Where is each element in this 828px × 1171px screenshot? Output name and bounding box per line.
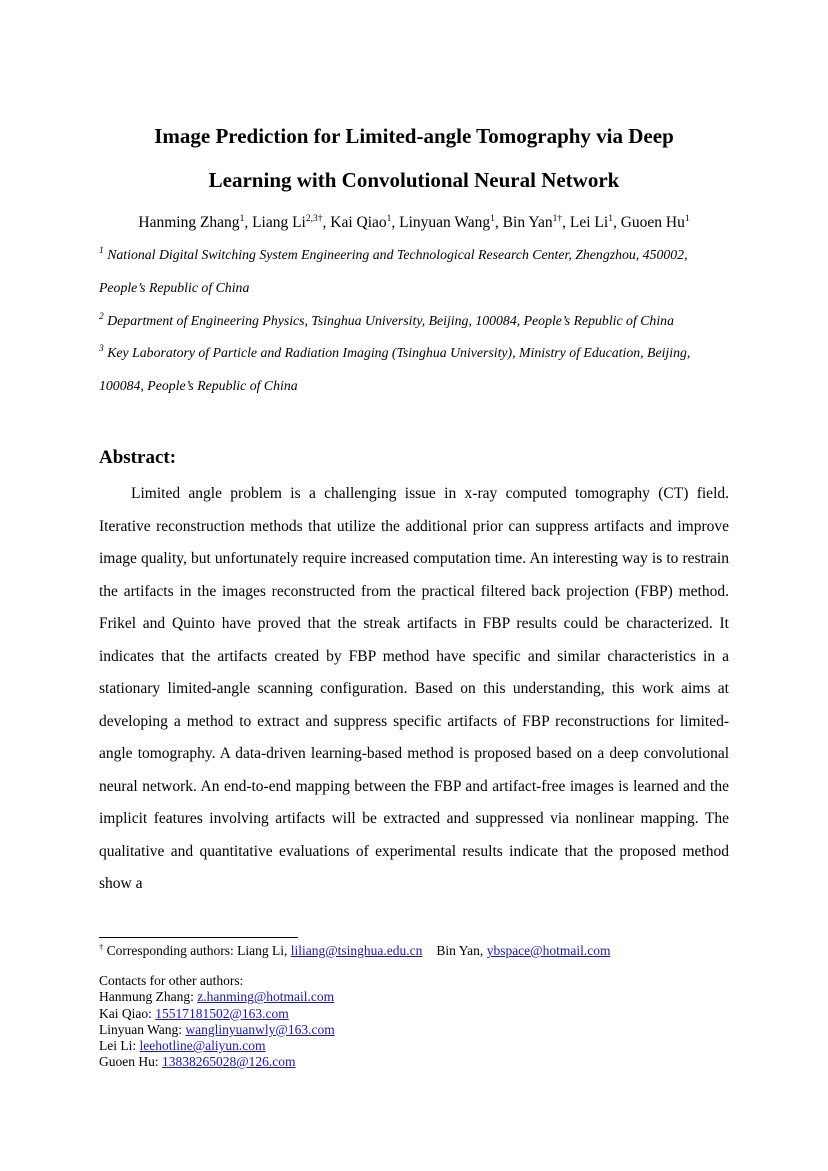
contacts-heading: Contacts for other authors: [99, 973, 244, 989]
contact-label: Linyuan Wang: [99, 1021, 183, 1037]
abstract-heading: Abstract: [99, 447, 177, 468]
author [138, 214, 252, 231]
affiliation-mark: 2 [99, 312, 104, 322]
author-separator: , [562, 214, 570, 231]
contact-email-link[interactable]: 13838265028@126.com [162, 1054, 296, 1070]
author-separator: , [612, 214, 621, 231]
title-line-2: Learning with Convolutional Neural Network [208, 168, 620, 192]
contacts-block [99, 973, 739, 1070]
contact-row [99, 1022, 739, 1038]
corresponding-email-link[interactable]: ybspace@hotmail.com [486, 943, 611, 958]
author-name: Linyuan Wang [399, 214, 491, 231]
author-affiliation-mark: 1 [608, 214, 613, 224]
author-name: Bin Yan [502, 214, 553, 231]
author-name: Kai Qiao [330, 214, 387, 231]
corresponding-authors-footnote [99, 943, 739, 959]
author-separator: , [391, 214, 400, 231]
author [621, 214, 690, 231]
contact-label: Guoen Hu: [99, 1054, 159, 1070]
contact-email-link[interactable]: z.hanming@hotmail.com [197, 989, 335, 1005]
corresponding-label: Corresponding authors: Liang Li, [106, 943, 288, 958]
author-affiliation-mark: 1 [490, 214, 495, 224]
title-line-1: Image Prediction for Limited-angle Tomography via Deep [154, 124, 674, 148]
author-separator: , [494, 214, 503, 231]
affiliation-1 [99, 239, 731, 304]
contact-label: Kai Qiao: [99, 1005, 152, 1021]
footnotes [99, 943, 739, 1070]
contact-label: Hanmung Zhang: [99, 989, 194, 1005]
corresponding-label-2: Bin Yan, [436, 943, 484, 958]
paper-title [60, 114, 768, 202]
contact-email-link[interactable]: leehotline@aliyun.com [139, 1038, 266, 1054]
author-separator: , [244, 214, 253, 231]
contact-email-link[interactable]: 15517181502@163.com [155, 1005, 289, 1021]
abstract-body: Limited angle problem is a challenging issue in x-ray computed tomography (CT) field. Iterative reconstruction methods that utilize the additional prior can suppress artifacts and improve image quality, but unfortunately require increased computation time. An interesting way is to restrain the artifacts in the images reconstructed from the practical filtered back projection (FBP) method. Frikel and Quinto have proved that the streak artifacts in FBP results could be characterized. It indicates that the artifacts created by FBP method have specific and similar characteristics in a stationary limited-angle scanning configuration. Based on this understanding, this work aims at developing a method to extract and suppress specific artifacts of FBP reconstructions for limited-angle tomography. A data-driven learning-based method is proposed based on a deep convolutional neural network. An end-to-end mapping between the FBP and artifact-free images is learned and the implicit features involving artifacts will be extracted and suppressed via nonlinear mapping. The qualitative and quantitative evaluations of experimental results indicate that the proposed method show a [99, 485, 729, 892]
author-name: Lei Li [569, 214, 609, 231]
corresponding-email-link[interactable]: liliang@tsinghua.edu.cn [290, 943, 423, 958]
author [252, 214, 330, 231]
author-separator: , [322, 214, 331, 231]
affiliation-text: Key Laboratory of Particle and Radiation Imaging (Tsinghua University), Ministry of Education, Beijing, 100084, People’s Republic of China [99, 345, 691, 393]
author [330, 214, 399, 231]
footnote-divider [99, 937, 298, 938]
affiliation-text: National Digital Switching System Engineering and Technological Research Center, Zhengzhou, 450002, People’s Republic of China [99, 247, 688, 295]
author-affiliation-mark: 1 [239, 214, 245, 224]
affiliation-text: Department of Engineering Physics, Tsinghua University, Beijing, 100084, People’s Republic of China [107, 313, 674, 328]
affiliation-mark: 1 [99, 246, 104, 256]
author-affiliation-mark: 1† [552, 214, 563, 224]
affiliation-mark: 3 [99, 344, 104, 354]
contact-row [99, 1054, 739, 1070]
contact-label: Lei Li: [99, 1038, 137, 1054]
footnote-mark: † [99, 942, 104, 952]
author-name: Hanming Zhang [138, 214, 240, 231]
author-affiliation-mark: 2,3† [305, 214, 323, 224]
author [399, 214, 503, 231]
affiliation-2 [99, 305, 731, 338]
contact-row [99, 1006, 739, 1022]
author-list [60, 211, 768, 235]
author-affiliation-mark: 1 [684, 214, 690, 224]
contact-row [99, 989, 739, 1005]
affiliation-3 [99, 337, 731, 402]
author-name: Guoen Hu [620, 214, 685, 231]
author-name: Liang Li [252, 214, 306, 231]
author [570, 214, 621, 231]
contact-row [99, 1038, 739, 1054]
contact-email-link[interactable]: wanglinyuanwly@163.com [185, 1021, 335, 1037]
author-affiliation-mark: 1 [386, 214, 392, 224]
author [503, 214, 570, 231]
